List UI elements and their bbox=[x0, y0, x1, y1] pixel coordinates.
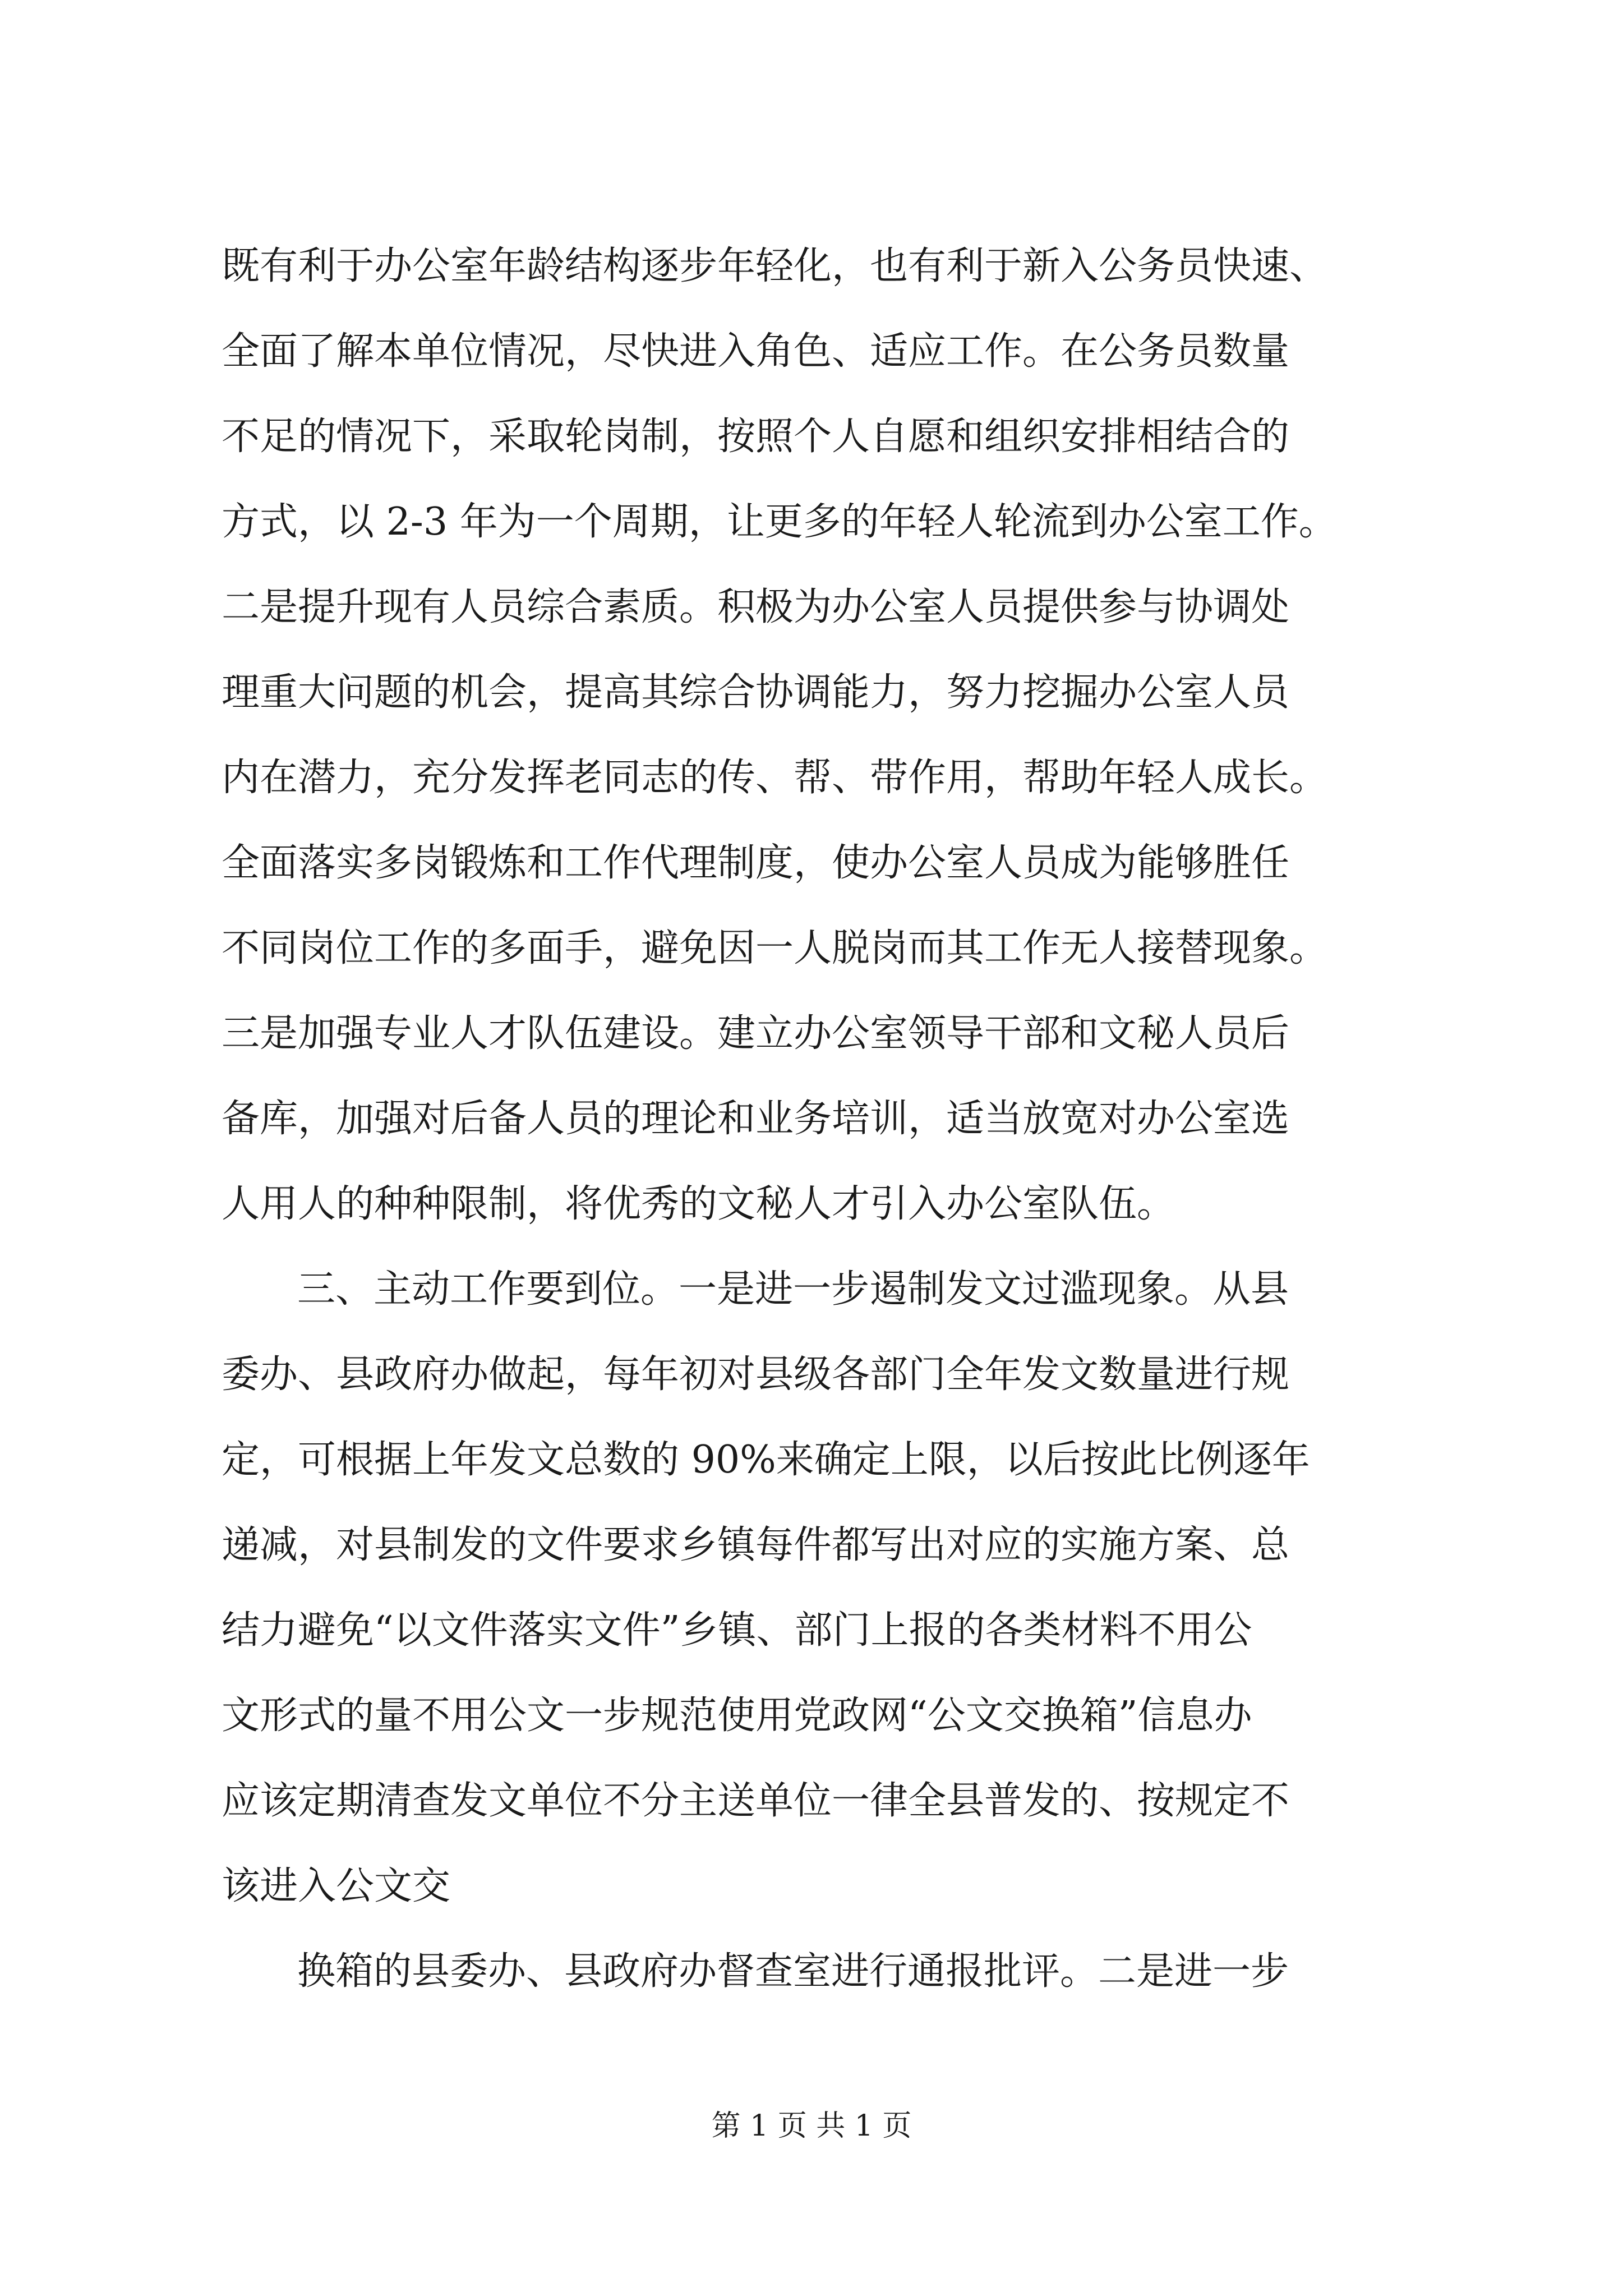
text-line-6: 理重大问题的机会，提高其综合协调能力，努力挖掘办公室人员 bbox=[222, 670, 1290, 715]
text-line-5: 二是提升现有人员综合素质。积极为办公室人员提供参与协调处 bbox=[222, 585, 1290, 629]
text-line-14: 委办、县政府办做起，每年初对县级各部门全年发文数量进行规 bbox=[222, 1352, 1290, 1397]
text-line-19: 应该定期清查发文单位不分主送单位一律全县普发的、按规定不 bbox=[222, 1779, 1290, 1823]
text-line-4: 方式，以 2-3 年为一个周期，让更多的年轻人轮流到办公室工作。 bbox=[222, 500, 1337, 544]
text-line-7: 内在潜力，充分发挥老同志的传、帮、带作用，帮助年轻人成长。 bbox=[222, 756, 1328, 800]
text-line-17: 结力避免“以文件落实文件”乡镇、部门上报的各类材料不用公 bbox=[222, 1608, 1252, 1653]
text-line-1: 既有利于办公室年龄结构逐步年轻化，也有利于新入公务员快速、 bbox=[222, 244, 1328, 288]
text-line-2: 全面了解本单位情况，尽快进入角色、适应工作。在公务员数量 bbox=[222, 329, 1290, 374]
text-line-18: 文形式的量不用公文一步规范使用党政网“公文交换箱”信息办 bbox=[222, 1694, 1252, 1738]
text-line-3: 不足的情况下，采取轮岗制，按照个人自愿和组织安排相结合的 bbox=[222, 415, 1290, 459]
text-line-20: 该进入公文交 bbox=[222, 1864, 451, 1908]
text-line-13: 三、主动工作要到位。一是进一步遏制发文过滥现象。从县 bbox=[297, 1267, 1289, 1312]
text-line-9: 不同岗位工作的多面手，避免因一人脱岗而其工作无人接替现象。 bbox=[222, 926, 1328, 970]
page-footer: 第 1 页 共 1 页 bbox=[711, 2109, 912, 2143]
text-line-8: 全面落实多岗锻炼和工作代理制度，使办公室人员成为能够胜任 bbox=[222, 841, 1290, 885]
text-line-11: 备库，加强对后备人员的理论和业务培训，适当放宽对办公室选 bbox=[222, 1097, 1290, 1141]
text-line-21: 换箱的县委办、县政府办督查室进行通报批评。二是进一步 bbox=[297, 1949, 1289, 1994]
text-line-16: 递减，对县制发的文件要求乡镇每件都写出对应的实施方案、总 bbox=[222, 1523, 1290, 1567]
text-line-15: 定，可根据上年发文总数的 90%来确定上限，以后按此比例逐年 bbox=[222, 1438, 1310, 1482]
text-line-12: 人用人的种种限制，将优秀的文秘人才引入办公室队伍。 bbox=[222, 1182, 1175, 1226]
text-line-10: 三是加强专业人才队伍建设。建立办公室领导干部和文秘人员后 bbox=[222, 1011, 1290, 1056]
